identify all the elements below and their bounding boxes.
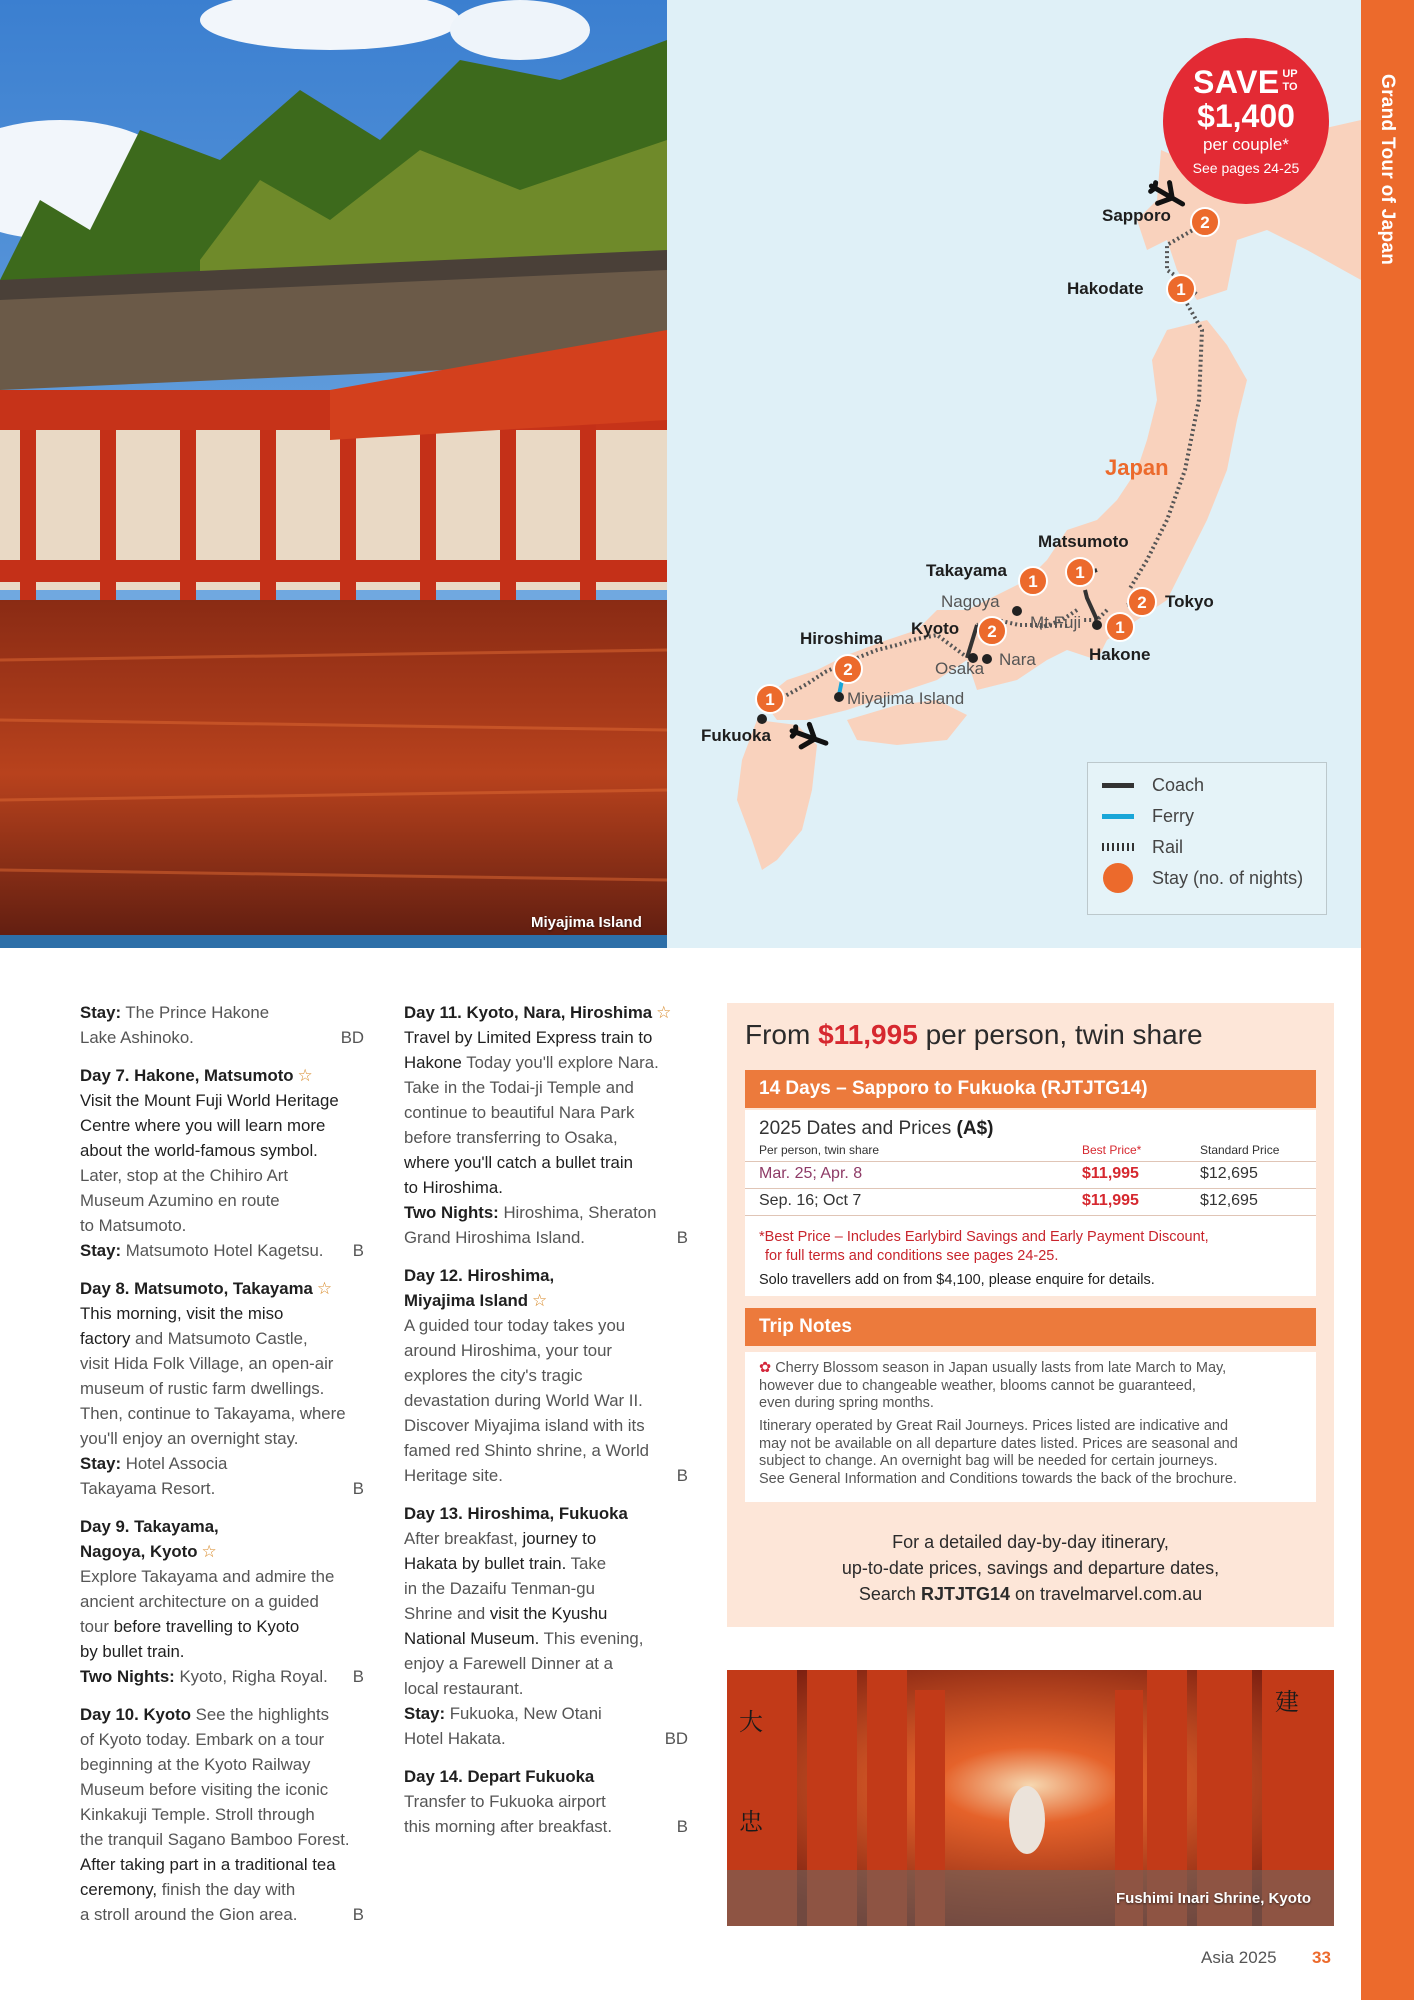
stay-marker-hakone: 1	[1105, 612, 1135, 642]
city-hakodate: Hakodate	[1067, 279, 1144, 298]
from-amount: $11,995	[818, 1019, 918, 1050]
footer-label: Asia 2025	[1201, 1948, 1277, 1967]
col-std: Standard Price	[1200, 1143, 1280, 1157]
detail-cta: For a detailed day-by-day itinerary, up-to-date prices, savings and departure dates, Search RJTJTG14 on travelmarvel.com.au	[841, 1532, 1220, 1604]
day-13: Day 13. Hiroshima, Fukuoka After breakfast, journey to Hakata by bullet train. Take in the Dazaifu Tenman-gu Shrine and visit the Kyushu National Museum. This evening, enjoy a Farewell Dinner at a local restaurant. Stay: Fukuoka, New Otani Hotel Hakata. BD	[404, 1504, 688, 1748]
city-kyoto: Kyoto	[911, 619, 960, 638]
stay-marker-tokyo: 2	[1127, 587, 1157, 617]
tour-code: RJTJTG14	[920, 1584, 1010, 1604]
website-link[interactable]: on travelmarvel.com.au	[1015, 1584, 1203, 1604]
best-price-note: *Best Price – Includes Earlybird Savings and Early Payment Discount, for full terms and conditions see pages 24-25.	[759, 1229, 1209, 1264]
stay-marker-takayama: 1	[1018, 566, 1048, 596]
star-icon: ☆	[532, 1291, 548, 1310]
torii-kanji: 大	[739, 1710, 763, 1736]
day-8: Day 8. Matsumoto, Takayama ☆ This morning, visit the miso factory and Matsumoto Castle, visit Hida Folk Village, an open-air museum of rustic farm dwellings. Then, continue to Takayama, where you'll enjoy an overnight stay. Stay: Hotel Associa Takayama Resort. B	[80, 1279, 364, 1498]
star-icon: ☆	[316, 1279, 333, 1298]
itinerary-column-1	[80, 1000, 364, 1940]
day-10: Day 10. Kyoto See the highlights of Kyoto today. Embark on a tour beginning at the Kyoto Railway Museum before visiting the iconic Kinkakuji Temple. Stroll through the tranquil Sagano Bamboo Forest. After taking part in a traditional tea ceremony, finish the day with a stroll around the Gion area. B	[80, 1705, 364, 1924]
save-amount: $1,400	[1197, 98, 1295, 134]
city-osaka: Osaka	[935, 659, 985, 678]
trip-note-2: Itinerary operated by Great Rail Journeys. Prices listed are indicative and may not be available on all departure dates listed. Prices are seasonal and subject to change. An overnight bag will be needed for certain journeys. See General Information and Conditions towards the back of the brochure.	[759, 1418, 1238, 1487]
solo-note: Solo travellers add on from $4,100, please enquire for details.	[759, 1272, 1155, 1288]
photo-caption: Miyajima Island	[531, 914, 642, 931]
day-8-title: Day 8. Matsumoto, Takayama	[80, 1279, 313, 1298]
day-13-title: Day 13. Hiroshima, Fukuoka	[404, 1504, 628, 1523]
legend-ferry: Ferry	[1152, 805, 1194, 826]
from-price: From $11,995 per person, twin share	[745, 1019, 1203, 1050]
legend-rail: Rail	[1152, 836, 1184, 857]
pricing-box	[727, 1003, 1334, 1627]
save-per: per couple*	[1202, 135, 1289, 154]
price-table	[745, 1110, 1316, 1296]
day-11-title: Day 11. Kyoto, Nara, Hiroshima	[404, 1003, 653, 1022]
trip-notes	[745, 1352, 1316, 1502]
day-7: Day 7. Hakone, Matsumoto ☆ Visit the Mount Fuji World Heritage Centre where you will learn more about the world-famous symbol. Later, stop at the Chihiro Art Museum Azumino en route to Matsumoto. Stay: Matsumoto Hotel Kagetsu. B	[80, 1066, 364, 1260]
cherry-blossom-icon: ✿	[759, 1360, 772, 1376]
col-per: Per person, twin share	[759, 1143, 880, 1157]
day-11: Day 11. Kyoto, Nara, Hiroshima ☆ Travel by Limited Express train to Hakone Today you'll explore Nara. Take in the Todai-ji Temple and continue to beautiful Nara Park before transferring to Osaka, where you'll catch a bullet train to Hiroshima. Two Nights: Hiroshima, Sheraton Grand Hiroshima Island. B	[404, 1003, 688, 1247]
trip-note-1: ✿ Cherry Blossom season in Japan usually lasts from late March to May, however due to changeable weather, blooms cannot be guaranteed, even during spring months.	[759, 1360, 1227, 1411]
route-map	[667, 0, 1361, 948]
stay-marker-sapporo: 2	[1190, 207, 1220, 237]
stay-marker-matsumoto: 1	[1065, 557, 1095, 587]
dates-title: 2025 Dates and Prices (A$)	[759, 1118, 994, 1139]
country-label: Japan	[1105, 455, 1169, 480]
city-fukuoka: Fukuoka	[701, 726, 771, 745]
day-7-title: Day 7. Hakone, Matsumoto	[80, 1066, 294, 1085]
day-14: Day 14. Depart Fukuoka Transfer to Fukuoka airport this morning after breakfast. B	[404, 1767, 688, 1836]
stay-marker-kyoto: 2	[977, 616, 1007, 646]
tour-header: 14 Days – Sapporo to Fukuoka (RJTJTG14)	[745, 1070, 1316, 1108]
city-matsumoto: Matsumoto	[1038, 532, 1129, 551]
torii-kanji: 建	[1275, 1690, 1299, 1716]
legend-stay: Stay (no. of nights)	[1152, 867, 1304, 888]
photo2-caption: Fushimi Inari Shrine, Kyoto	[1116, 1890, 1312, 1907]
stay-marker-fukuoka: 1	[755, 684, 785, 714]
city-nagoya: Nagoya	[941, 592, 1000, 611]
photo-miyajima	[0, 0, 667, 948]
legend-coach: Coach	[1152, 774, 1205, 795]
day-9: Day 9. Takayama, Nagoya, Kyoto ☆ Explore Takayama and admire the ancient architecture on a guided tour before travelling to Kyoto by bullet train. Two Nights: Kyoto, Righa Royal. B	[80, 1517, 364, 1686]
day-12-title: Day 12. Hiroshima,	[404, 1266, 555, 1285]
day-14-title: Day 14. Depart Fukuoka	[404, 1767, 595, 1786]
col-best: Best Price*	[1082, 1143, 1142, 1157]
itinerary-column-2	[404, 1000, 688, 1852]
day-12: Day 12. Hiroshima, Miyajima Island ☆ A guided tour today takes you around Hiroshima, your tour explores the city's tragic devastation during World War II. Discover Miyajima island with its famed red Shinto shrine, a World Heritage site. B	[404, 1266, 688, 1485]
stay-marker-hakodate: 1	[1166, 274, 1196, 304]
trip-notes-header: Trip Notes	[745, 1308, 1316, 1346]
side-band	[1361, 0, 1414, 2000]
day-9-title: Day 9. Takayama,	[80, 1517, 219, 1536]
city-miyajima: Miyajima Island	[847, 689, 965, 708]
city-nara: Nara	[999, 650, 1036, 669]
map-legend	[1087, 762, 1327, 915]
page-number: 33	[1312, 1948, 1331, 1967]
save-see-pages: See pages 24-25	[1192, 160, 1300, 176]
star-icon: ☆	[656, 1003, 672, 1022]
city-takayama: Takayama	[926, 561, 1007, 580]
star-icon: ☆	[201, 1542, 217, 1561]
save-badge: SAVE UP TO $1,400 per couple* See pages 24-25	[1163, 38, 1329, 204]
photo-fushimi-inari	[727, 1670, 1334, 1926]
city-sapporo: Sapporo	[1102, 206, 1171, 225]
table-row: Mar. 25; Apr. 8 $11,995 $12,695	[745, 1161, 1316, 1187]
stay-marker-hiroshima: 2	[833, 654, 863, 684]
star-icon: ☆	[297, 1066, 313, 1085]
section-title: Grand Tour of Japan	[1377, 74, 1398, 266]
torii-kanji: 忠	[739, 1810, 763, 1836]
table-row: Sep. 16; Oct 7 $11,995 $12,695	[745, 1188, 1316, 1214]
city-mtfuji: Mt Fuji	[1030, 613, 1081, 632]
save-upto: UP TO	[1282, 68, 1298, 93]
day-6-stay: Stay: The Prince Hakone Lake Ashinoko. BD	[80, 1003, 364, 1047]
city-hiroshima: Hiroshima	[800, 629, 884, 648]
day-10-title: Day 10. Kyoto	[80, 1705, 191, 1724]
city-hakone: Hakone	[1089, 645, 1151, 664]
city-tokyo: Tokyo	[1165, 592, 1214, 611]
